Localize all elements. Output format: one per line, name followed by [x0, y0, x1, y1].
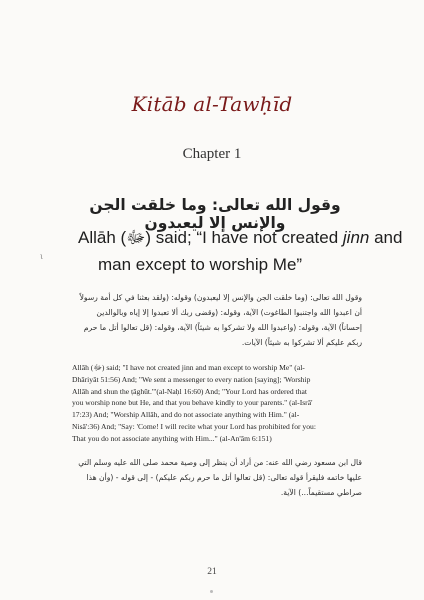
book-title: Kitāb al-Tawḥīd	[131, 92, 293, 116]
arabic-line: عليها خاتمه فليقرأ قوله تعالى: (قل تعالوا أتل ما حرم ربكم عليكم) - إلى قوله - (وأن هذا	[86, 473, 362, 482]
english-line: Allāh (ﷻ) said; "I have not created jinn and man except to worship Me" (al-	[72, 363, 305, 372]
chapter-heading: Chapter 1	[182, 146, 242, 162]
english-line: 17:23) And; "Worship Allāh, and do not associate anything with Him." (al-	[72, 410, 300, 420]
arabic-line: إحساناً) الآية، وقوله: (واعبدوا الله ولا تشركوا به شيئاً) الآية، وقوله: (قل تعالوا أتل ما حرم	[83, 323, 362, 332]
english-translation-paragraph	[72, 362, 364, 445]
english-verse-heading	[78, 224, 403, 278]
arabic-paragraph-2	[72, 455, 362, 500]
arabic-paragraph-1	[72, 290, 362, 350]
arabic-verse-heading: وقول الله تعالى: وما خلقت الجن والإنس إلا ليعبدون	[89, 196, 341, 232]
page-number: 21	[207, 567, 217, 577]
arabic-line: أن اعبدوا الله واجتنبوا الطاغوت) الآية، وقوله: (وقضى ربك ألا تعبدوا إلا إياه وبالوالدين	[96, 308, 362, 317]
arabic-line: قال ابن مسعود رضي الله عنه: من أراد أن ينظر إلى وصية محمد صلى الله عليه وسلم التي	[78, 458, 362, 467]
arabic-line: ربكم عليكم ألا تشركوا به شيئاً) الآيات.	[241, 338, 362, 347]
english-heading-line-1: Allāh (ﷻ) said; “I have not created jinn and	[78, 228, 403, 247]
english-heading-line-2: man except to worship Me”	[98, 255, 303, 274]
english-line: Nisā':36) And; "Say: 'Come! I will recite what your Lord has prohibited for you:	[72, 421, 316, 431]
margin-mark: ι	[40, 252, 44, 261]
english-line: you worship none but He, and that you behave kindly to your parents." (al-Isrā'	[72, 398, 313, 408]
english-line: Dhāriyāt 51:56) And; "We sent a messenger to every nation [saying]; 'Worship	[72, 374, 311, 384]
page-bottom-mark	[210, 590, 213, 593]
arabic-line: صراطي مستقيماً...) الآية.	[280, 488, 362, 497]
english-line: Allāh and shun the ṭāghūt.'"(al-Naḥl 16:60) And; "Your Lord has ordered that	[72, 386, 307, 396]
arabic-line: وقول الله تعالى: (وما خلقت الجن والإنس إلا ليعبدون) وقوله: (ولقد بعثنا في كل أمة رسولاً	[79, 293, 362, 302]
english-line: That you do not associate anything with Him..." (al-An'ām 6:151)	[72, 433, 272, 443]
